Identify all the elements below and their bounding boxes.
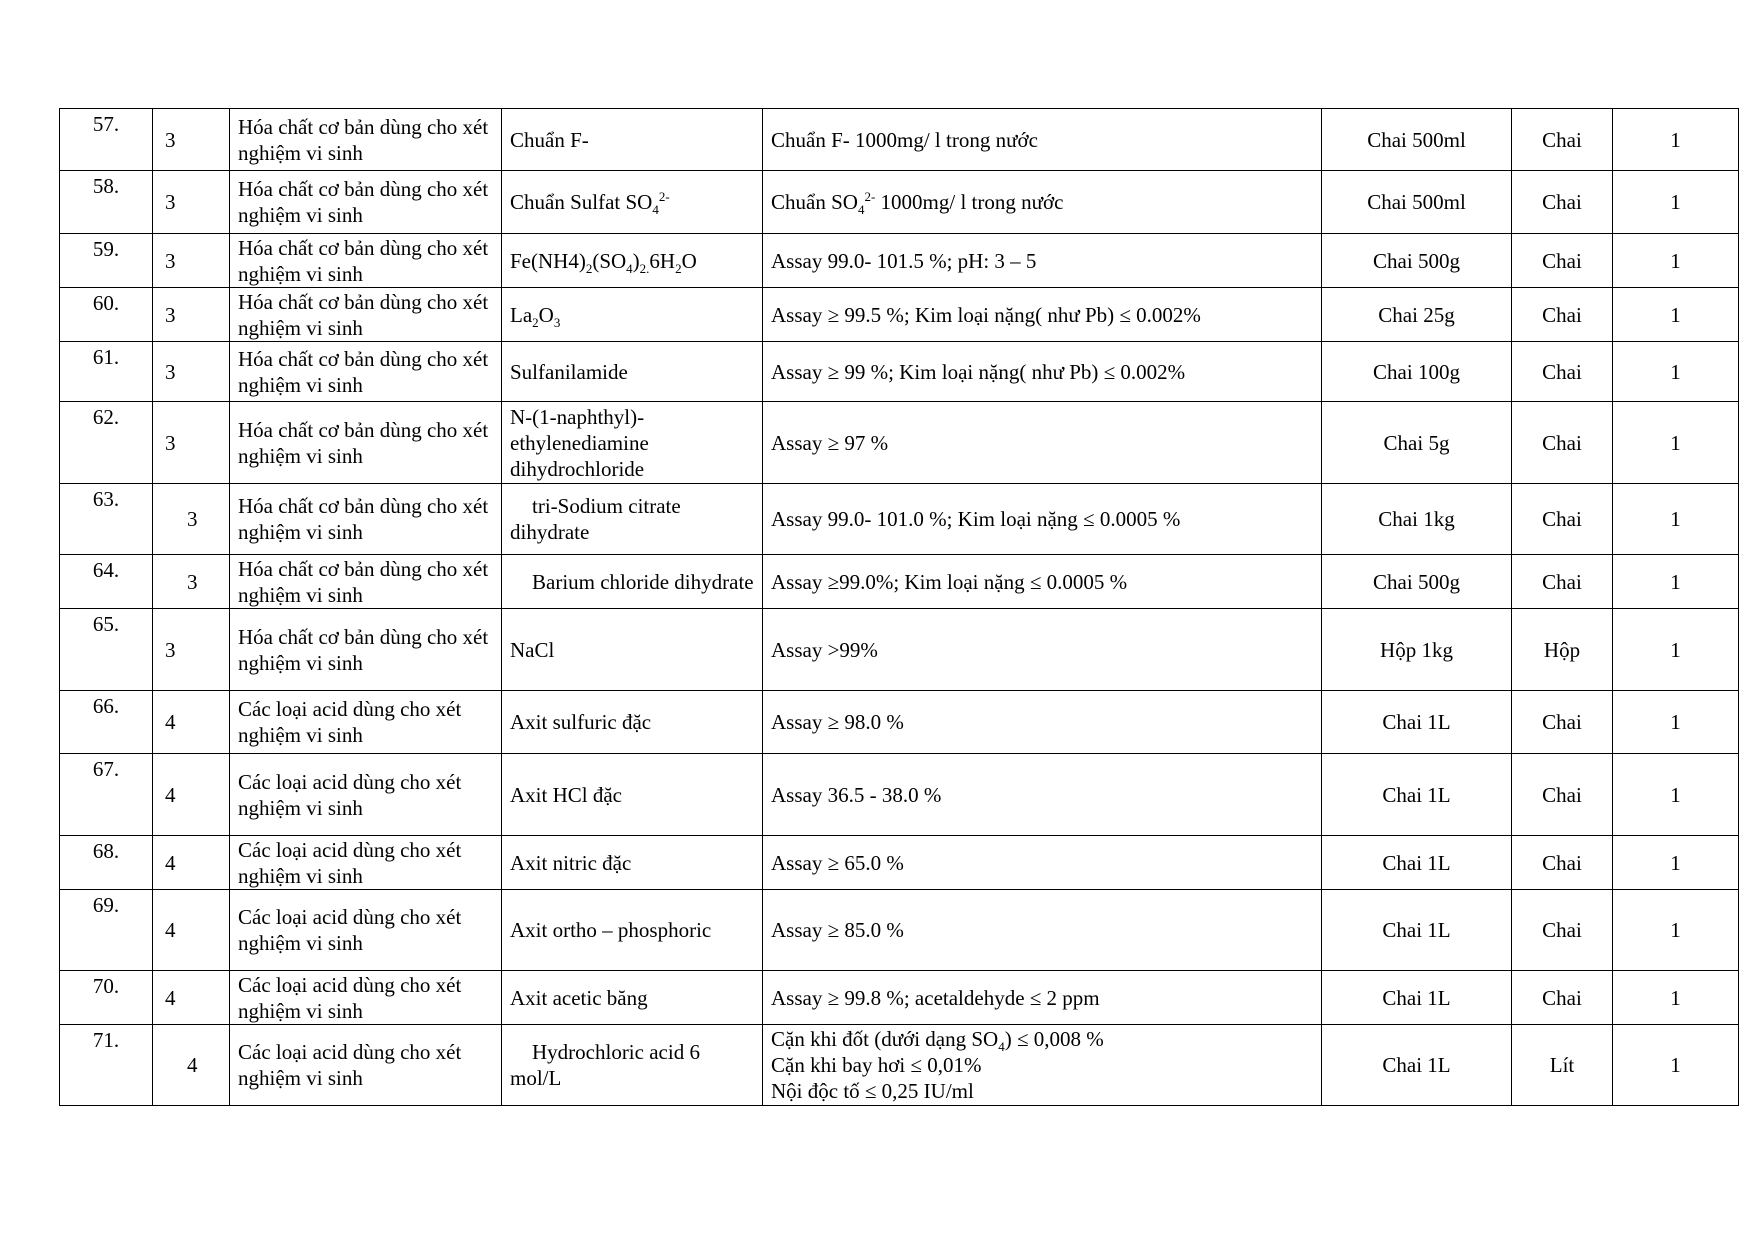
category-cell: Các loại acid dùng cho xét nghiệm vi sinh <box>230 890 502 971</box>
category-cell: Các loại acid dùng cho xét nghiệm vi sinh <box>230 971 502 1025</box>
unit-cell: Chai <box>1512 171 1613 234</box>
packaging-cell: Chai 1kg <box>1322 484 1512 555</box>
category-cell: Các loại acid dùng cho xét nghiệm vi sinh <box>230 691 502 754</box>
row-number: 69. <box>60 890 153 971</box>
unit-cell: Chai <box>1512 484 1613 555</box>
packaging-cell: Chai 1L <box>1322 1025 1512 1106</box>
row-number: 67. <box>60 754 153 836</box>
packaging-cell: Chai 500g <box>1322 555 1512 609</box>
item-name-cell: N-(1-naphthyl)-ethylenediamine dihydrochloride <box>502 402 763 484</box>
table-row <box>60 691 1739 754</box>
quantity-cell: 1 <box>1613 691 1739 754</box>
quantity-cell: 1 <box>1613 484 1739 555</box>
item-name-cell: Axit nitric đặc <box>502 836 763 890</box>
group-number: 4 <box>153 691 230 754</box>
spec-cell: Assay ≥ 99.8 %; acetaldehyde ≤ 2 ppm <box>763 971 1322 1025</box>
packaging-cell: Chai 1L <box>1322 691 1512 754</box>
packaging-cell: Chai 100g <box>1322 342 1512 402</box>
spec-cell: Chuẩn $SO_4^{2-}$ 1000mg/ l trong nước <box>763 171 1322 234</box>
spec-cell: Assay ≥ 98.0 % <box>763 691 1322 754</box>
quantity-cell: 1 <box>1613 609 1739 691</box>
spec-cell: Assay ≥ 99.5 %; Kim loại nặng( như Pb) ≤ 0.002% <box>763 288 1322 342</box>
packaging-cell: Hộp 1kg <box>1322 609 1512 691</box>
quantity-cell: 1 <box>1613 754 1739 836</box>
table-row <box>60 484 1739 555</box>
table-row <box>60 109 1739 171</box>
spec-cell: Assay ≥99.0%; Kim loại nặng ≤ 0.0005 % <box>763 555 1322 609</box>
quantity-cell: 1 <box>1613 836 1739 890</box>
category-cell: Hóa chất cơ bản dùng cho xét nghiệm vi sinh <box>230 609 502 691</box>
item-name-cell: Axit ortho – phosphoric <box>502 890 763 971</box>
spec-cell: Chuẩn F- 1000mg/ l trong nước <box>763 109 1322 171</box>
item-name-cell: Barium chloride dihydrate <box>502 555 763 609</box>
table-row <box>60 342 1739 402</box>
group-number: 3 <box>153 402 230 484</box>
packaging-cell: Chai 500ml <box>1322 109 1512 171</box>
spec-cell: Assay ≥ 99 %; Kim loại nặng( như Pb) ≤ 0.002% <box>763 342 1322 402</box>
unit-cell: Chai <box>1512 109 1613 171</box>
quantity-cell: 1 <box>1613 890 1739 971</box>
row-number: 59. <box>60 234 153 288</box>
category-cell: Hóa chất cơ bản dùng cho xét nghiệm vi sinh <box>230 109 502 171</box>
table-row <box>60 836 1739 890</box>
category-cell: Hóa chất cơ bản dùng cho xét nghiệm vi sinh <box>230 171 502 234</box>
packaging-cell: Chai 5g <box>1322 402 1512 484</box>
packaging-cell: Chai 500g <box>1322 234 1512 288</box>
quantity-cell: 1 <box>1613 288 1739 342</box>
row-number: 61. <box>60 342 153 402</box>
row-number: 63. <box>60 484 153 555</box>
category-cell: Các loại acid dùng cho xét nghiệm vi sinh <box>230 754 502 836</box>
item-name-cell: NaCl <box>502 609 763 691</box>
unit-cell: Chai <box>1512 342 1613 402</box>
spec-cell: Assay >99% <box>763 609 1322 691</box>
packaging-cell: Chai 25g <box>1322 288 1512 342</box>
spec-cell: Cặn khi đốt (dưới dạng $SO_4) \le 0,008$ % Cặn khi bay hơi ≤ 0,01% Nội độc tố ≤ 0,25 IU/ml <box>763 1025 1322 1106</box>
item-name-cell: Chuẩn F- <box>502 109 763 171</box>
group-number: 3 <box>153 109 230 171</box>
spec-cell: Assay ≥ 65.0 % <box>763 836 1322 890</box>
unit-cell: Chai <box>1512 555 1613 609</box>
category-cell: Hóa chất cơ bản dùng cho xét nghiệm vi sinh <box>230 402 502 484</box>
group-number: 3 <box>153 609 230 691</box>
quantity-cell: 1 <box>1613 171 1739 234</box>
group-number: 3 <box>153 234 230 288</box>
quantity-cell: 1 <box>1613 971 1739 1025</box>
spec-cell: Assay ≥ 97 % <box>763 402 1322 484</box>
category-cell: Hóa chất cơ bản dùng cho xét nghiệm vi sinh <box>230 555 502 609</box>
row-number: 70. <box>60 971 153 1025</box>
item-name-cell: $La_2O_3$ <box>502 288 763 342</box>
quantity-cell: 1 <box>1613 342 1739 402</box>
row-number: 68. <box>60 836 153 890</box>
unit-cell: Lít <box>1512 1025 1613 1106</box>
row-number: 65. <box>60 609 153 691</box>
category-cell: Hóa chất cơ bản dùng cho xét nghiệm vi sinh <box>230 288 502 342</box>
group-number: 3 <box>153 288 230 342</box>
item-name-cell: $Fe(NH4)_2(SO_4)_{2.}6H_2O$ <box>502 234 763 288</box>
packaging-cell: Chai 1L <box>1322 890 1512 971</box>
table-row <box>60 555 1739 609</box>
spec-cell: Assay 99.0- 101.5 %; pH: 3 – 5 <box>763 234 1322 288</box>
item-name-cell: Sulfanilamide <box>502 342 763 402</box>
unit-cell: Chai <box>1512 754 1613 836</box>
packaging-cell: Chai 1L <box>1322 754 1512 836</box>
table-row <box>60 1025 1739 1106</box>
row-number: 60. <box>60 288 153 342</box>
group-number: 3 <box>153 484 230 555</box>
packaging-cell: Chai 1L <box>1322 836 1512 890</box>
unit-cell: Chai <box>1512 836 1613 890</box>
item-name-cell: Axit acetic băng <box>502 971 763 1025</box>
packaging-cell: Chai 500ml <box>1322 171 1512 234</box>
unit-cell: Chai <box>1512 234 1613 288</box>
unit-cell: Hộp <box>1512 609 1613 691</box>
table-row <box>60 288 1739 342</box>
supplies-table <box>59 108 1739 1106</box>
group-number: 4 <box>153 836 230 890</box>
unit-cell: Chai <box>1512 971 1613 1025</box>
group-number: 4 <box>153 890 230 971</box>
quantity-cell: 1 <box>1613 555 1739 609</box>
category-cell: Hóa chất cơ bản dùng cho xét nghiệm vi sinh <box>230 484 502 555</box>
category-cell: Hóa chất cơ bản dùng cho xét nghiệm vi sinh <box>230 234 502 288</box>
group-number: 4 <box>153 754 230 836</box>
quantity-cell: 1 <box>1613 1025 1739 1106</box>
row-number: 64. <box>60 555 153 609</box>
table-row <box>60 234 1739 288</box>
unit-cell: Chai <box>1512 288 1613 342</box>
row-number: 71. <box>60 1025 153 1106</box>
row-number: 62. <box>60 402 153 484</box>
table-row <box>60 971 1739 1025</box>
quantity-cell: 1 <box>1613 234 1739 288</box>
quantity-cell: 1 <box>1613 402 1739 484</box>
item-name-cell: Chuẩn Sulfat $SO_4^{2-}$ <box>502 171 763 234</box>
item-name-cell: Axit sulfuric đặc <box>502 691 763 754</box>
item-name-cell: Hydrochloric acid 6 mol/L <box>502 1025 763 1106</box>
table-row <box>60 609 1739 691</box>
spec-cell: Assay 99.0- 101.0 %; Kim loại nặng ≤ 0.0005 % <box>763 484 1322 555</box>
category-cell: Các loại acid dùng cho xét nghiệm vi sinh <box>230 1025 502 1106</box>
group-number: 4 <box>153 971 230 1025</box>
category-cell: Các loại acid dùng cho xét nghiệm vi sinh <box>230 836 502 890</box>
item-name-cell: tri-Sodium citrate dihydrate <box>502 484 763 555</box>
row-number: 58. <box>60 171 153 234</box>
group-number: 3 <box>153 342 230 402</box>
table-row <box>60 890 1739 971</box>
spec-cell: Assay ≥ 85.0 % <box>763 890 1322 971</box>
table-row <box>60 402 1739 484</box>
unit-cell: Chai <box>1512 402 1613 484</box>
group-number: 4 <box>153 1025 230 1106</box>
group-number: 3 <box>153 555 230 609</box>
packaging-cell: Chai 1L <box>1322 971 1512 1025</box>
group-number: 3 <box>153 171 230 234</box>
row-number: 66. <box>60 691 153 754</box>
spec-cell: Assay 36.5 - 38.0 % <box>763 754 1322 836</box>
unit-cell: Chai <box>1512 691 1613 754</box>
table-row <box>60 171 1739 234</box>
item-name-cell: Axit HCl đặc <box>502 754 763 836</box>
row-number: 57. <box>60 109 153 171</box>
table-row <box>60 754 1739 836</box>
category-cell: Hóa chất cơ bản dùng cho xét nghiệm vi sinh <box>230 342 502 402</box>
unit-cell: Chai <box>1512 890 1613 971</box>
quantity-cell: 1 <box>1613 109 1739 171</box>
